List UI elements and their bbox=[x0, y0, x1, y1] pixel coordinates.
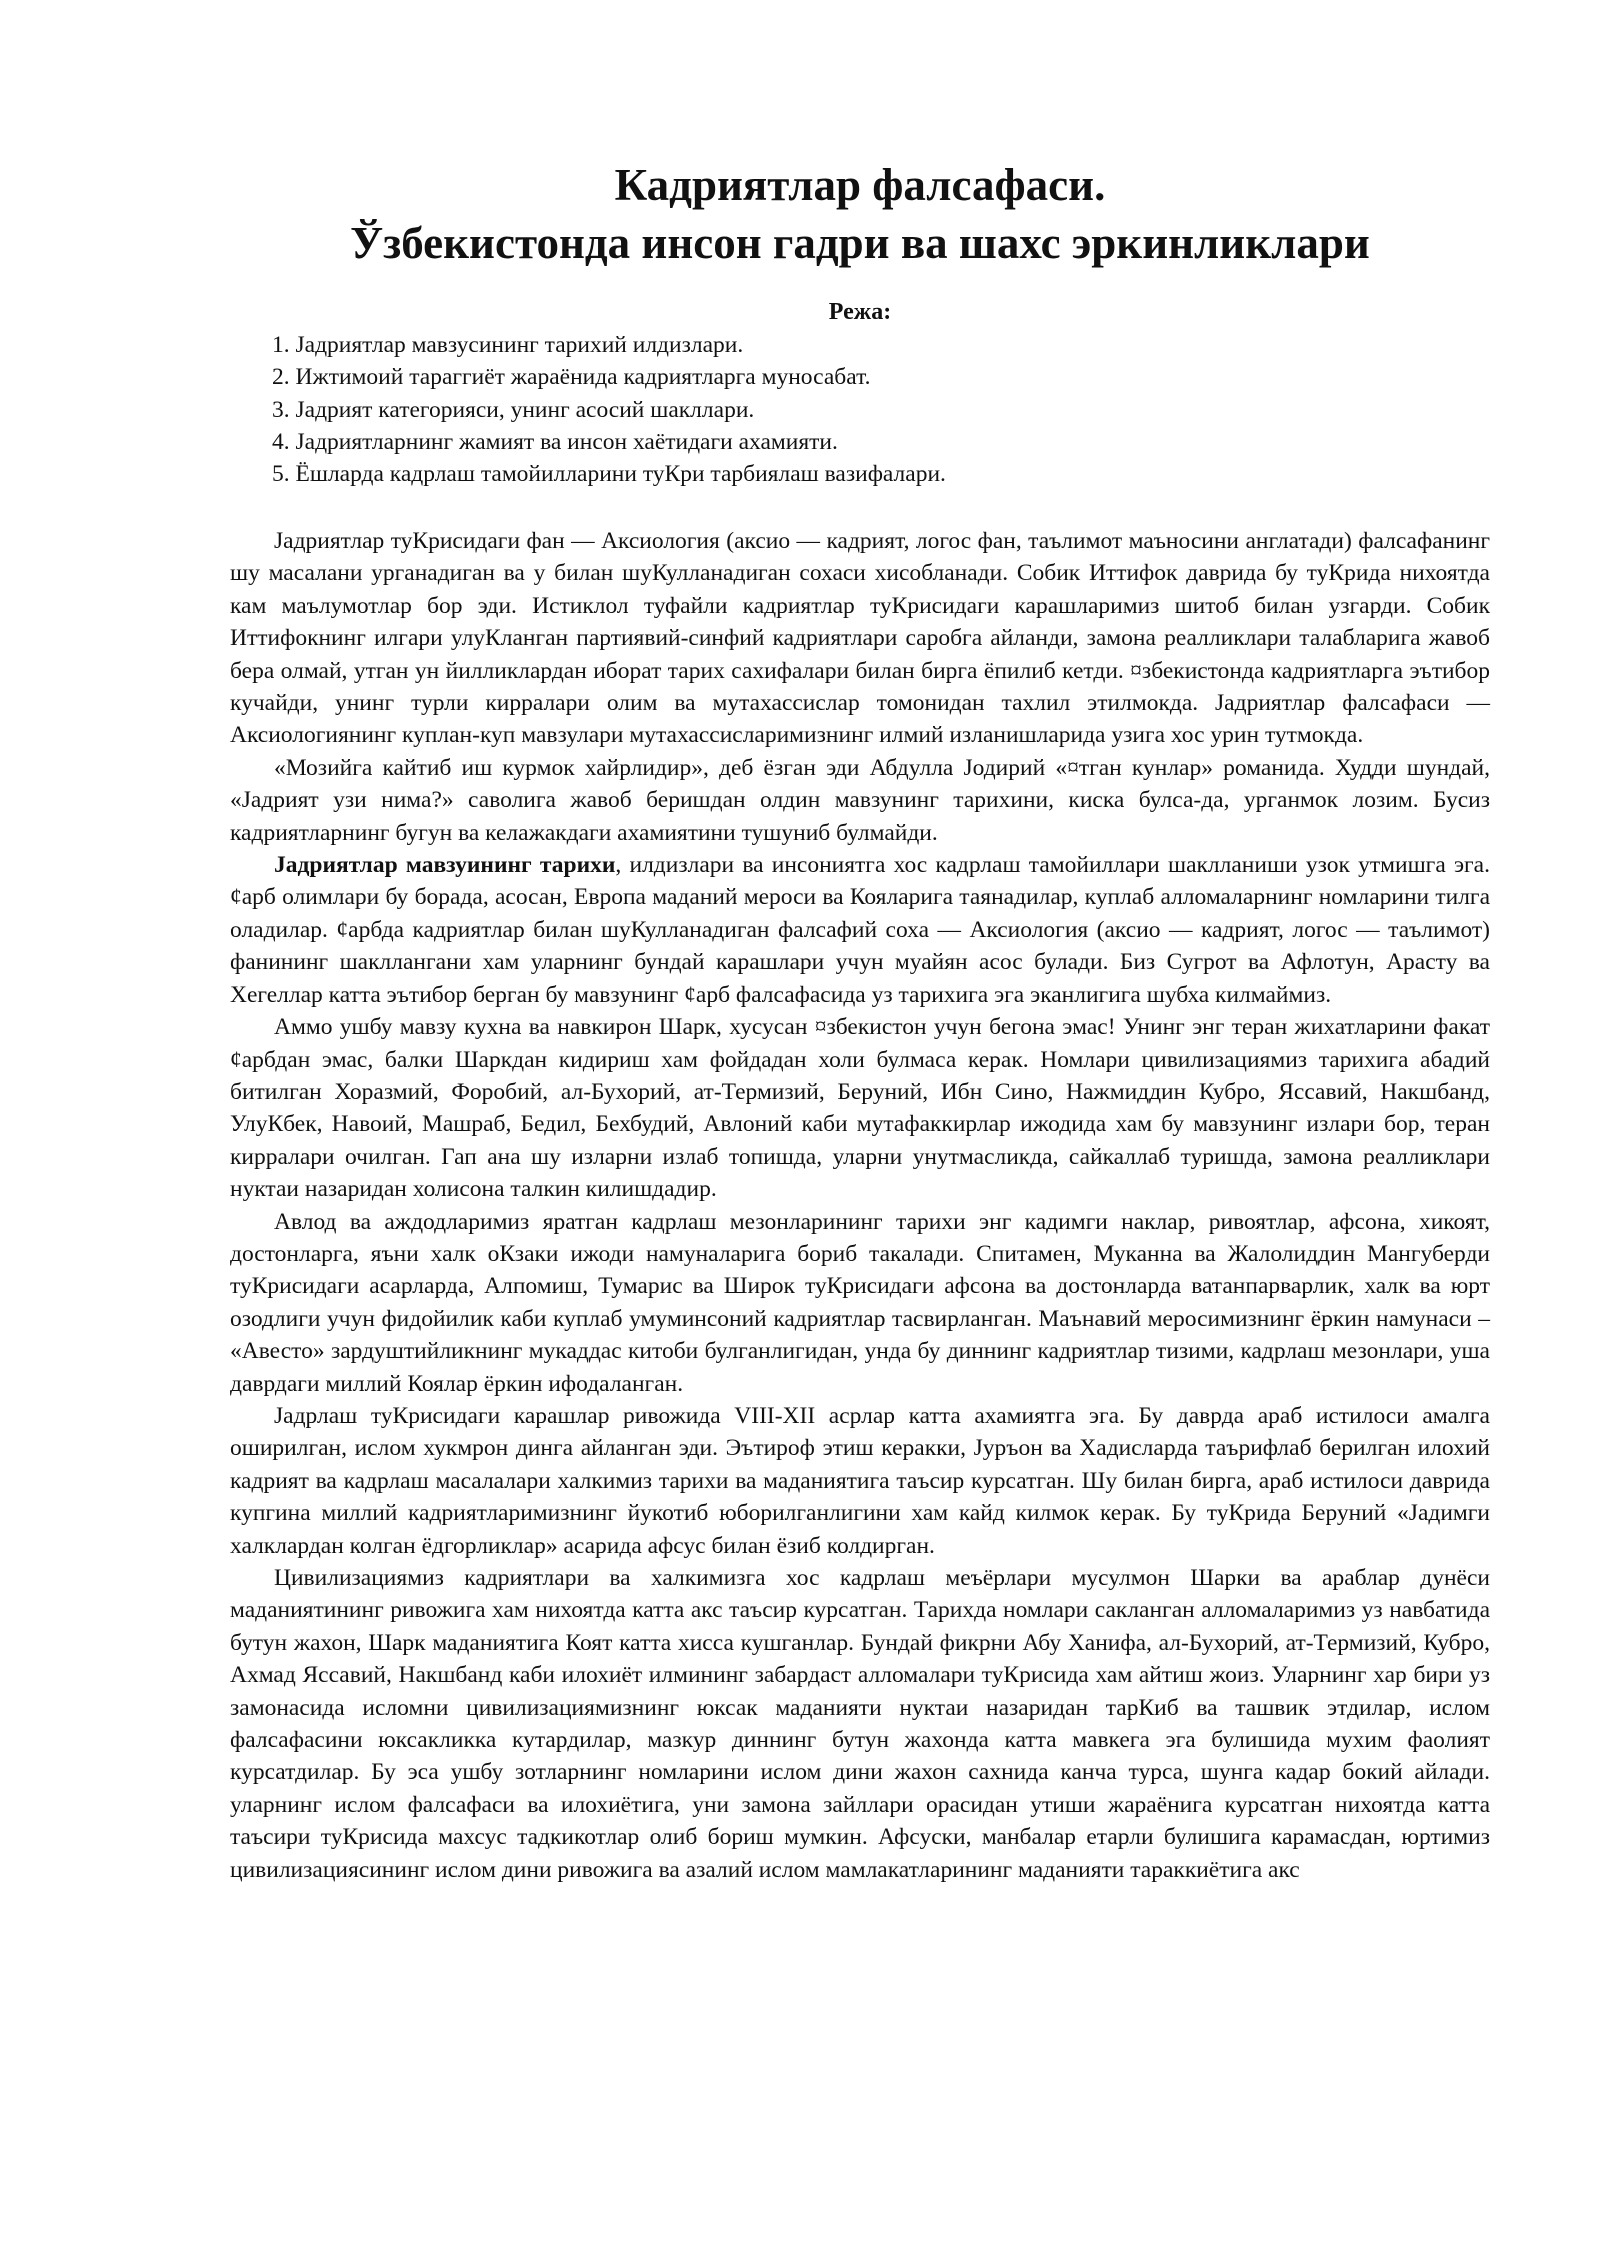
paragraph-text: Јадрлаш туКрисидаги карашлар ривожида VIII-XII асрлар катта ахамиятга эга. Бу даврда араб истилоси амалга оширилган, ислом хукмрон динга айланган эди. Эътироф этиш керакки, Јуръон ва Хадисларда таърифлаб берилган илохий кадрият ва кадрлаш масалалари халкимиз тарихи ва маданиятига таъсир курсатган. Шу билан бирга, араб истилоси даврида купгина миллий кадриятларимизнинг йукотиб юборилганлигини хам кайд килмок керак. Бу туКрида Беруний «Јадимги халклардан колган ёдгорликлар» асарида афсус билан ёзиб колдирган. bbox=[230, 1402, 1490, 1559]
paragraph bbox=[230, 752, 1490, 849]
paragraph bbox=[230, 1011, 1490, 1205]
paragraph-text: Авлод ва аждодларимиз яратган кадрлаш мезонларининг тарихи энг кадимги наклар, ривоятлар, афсона, хикоят, достонларга, яъни халк оКзаки ижоди намуналарига бориб такалади. Спитамен, Муканна ва Жалолиддин Мангуберди туКрисидаги асарларда, Алпомиш, Тумарис ва Широк туКрисидаги афсона ва достонларда ватанпарварлик, халк ва юрт озодлиги учун фидойилик каби куплаб умуминсоний кадриятлар тасвирланган. Маънавий меросимизнинг ёркин намунаси – «Авесто» зардуштийликнинг мукаддас китоби булганлигидан, унда бу диннинг кадриятлар тизими, кадрлаш мезонлари, уша даврдаги миллий Коялар ёркин ифодаланган. bbox=[230, 1208, 1490, 1397]
paragraph bbox=[230, 525, 1490, 752]
paragraph bbox=[230, 1400, 1490, 1562]
title-line-1: Кадриятлар фалсафаси. bbox=[614, 160, 1106, 210]
paragraph-text: Јадриятлар туКрисидаги фан — Аксиология (аксио — кадрият, логос фан, таълимот маъносини англатади) фалсафанинг шу масалани урганадиган ва у билан шуКулланадиган сохаси хисобланади. Собик Иттифок даврида бу туКрида нихоятда кам маълумотлар бор эди. Истиклол туфайли кадриятлар туКрисидаги карашларимиз шитоб билан узгарди. Собик Иттифокнинг илгари улуКланган партиявий-синфий кадриятлари саробга айланди, замона реалликлари талабларига жавоб бера олмай, утган ун йилликлардан иборат тарих сахифалари билан бирга ёпилиб кетди. ¤збекистонда кадриятларга эътибор кучайди, унинг турли кирралари олим ва мутахассислар томонидан тахлил этилмокда. Јадриятлар фалсафаси — Аксиологиянинг куплан-куп мавзулари мутахассисларимизнинг илмий изланишларида узига хос урин тутмокда. bbox=[230, 528, 1490, 749]
paragraph-text: Аммо ушбу мавзу кухна ва навкирон Шарк, хусусан ¤збекистон учун бегона эмас! Унинг энг теран жихатларини факат ¢арбдан эмас, балки Шаркдан кидириш хам фойдадан холи булмаса керак. Номлари цивилизациямиз тарихига абадий битилган Хоразмий, Форобий, ал-Бухорий, ат-Термизий, Беруний, Ибн Сино, Нажмиддин Кубро, Яссавий, Накшбанд, УлуКбек, Навоий, Машраб, Бедил, Бехбудий, Авлоний каби мутафаккирлар ижодида хам бу мавзунинг излари бор, теран кирралари очилган. Гап ана шу изларни излаб топишда, уларни унутмасликда, сайкаллаб туришда, замона реалликлари нуктаи назаридан холисона талкин килишдадир. bbox=[230, 1014, 1490, 1203]
paragraph bbox=[230, 1206, 1490, 1400]
plan-item: 4. Јадриятларнинг жамият ва инсон хаётидаги ахамияти. bbox=[272, 428, 838, 455]
title-line-2: Ўзбекистонда инсон гадри ва шахс эркинликлари bbox=[350, 218, 1370, 268]
plan-heading: Режа: bbox=[828, 299, 892, 325]
plan-item: 5. Ёшларда кадрлаш тамойилларини туКри тарбиялаш вазифалари. bbox=[272, 461, 946, 488]
document-title bbox=[230, 156, 1490, 272]
plan-item: 2. Ижтимоий тараггиёт жараёнида кадриятларга муносабат. bbox=[272, 364, 871, 391]
paragraph-bold-lead: Јадриятлар мавзуининг тарихи bbox=[274, 852, 616, 879]
paragraph-text: «Мозийга кайтиб иш курмок хайрлидир», деб ёзган эди Абдулла Јодирий «¤тган кунлар» романида. Худди шундай, «Јадрият узи нима?» саволига жавоб беришдан олдин мавзунинг тарихини, киска булса-да, урганмок лозим. Бусиз кадриятларнинг бугун ва келажакдаги ахамиятини тушуниб булмайди. bbox=[230, 754, 1490, 846]
plan-list bbox=[272, 329, 1452, 490]
paragraph bbox=[230, 849, 1490, 1011]
paragraph-text: , илдизлари ва инсониятга хос кадрлаш тамойиллари шаклланиши узок утмишга эга. ¢арб олимлари бу борада, асосан, Европа маданий мероси ва Кояларига таянадилар, куплаб алломаларнинг номларини тилга оладилар. ¢арбда кадриятлар билан шуКулланадиган фалсафий соха — Аксиология (аксио — кадрият, логос — таълимот) фанининг шакллангани хам уларнинг бундай карашлари учун муайян асос булади. Биз Сугрот ва Афлотун, Арасту ва Хегеллар катта эътибор берган бу мавзунинг ¢арб фалсафасида уз тарихига эга эканлигига шубха килмаймиз. bbox=[230, 852, 1490, 1008]
paragraph bbox=[230, 1562, 1490, 1886]
plan-item: 3. Јадрият категорияси, унинг асосий шакллари. bbox=[272, 396, 755, 423]
document-body bbox=[230, 525, 1490, 1886]
plan-item: 1. Јадриятлар мавзусининг тарихий илдизлари. bbox=[272, 332, 744, 358]
paragraph-text: Цивилизациямиз кадриятлари ва халкимизга хос кадрлаш меъёрлари мусулмон Шарки ва араблар дунёси маданиятининг ривожига хам нихоятда катта акс таъсир курсатган. Тарихда номлари сакланган алломаларимиз уз навбатида бутун жахон, Шарк маданиятига Коят катта хисса кушганлар. Бундай фикрни Абу Ханифа, ал-Бухорий, ат-Термизий, Кубро, Ахмад Яссавий, Накшбанд каби илохиёт илмининг забардаст алломалари туКрисида хам айтиш жоиз. Уларнинг хар бири уз замонасида исломни цивилизациямизнинг юксак маданияти нуктаи назаридан тарКиб ва ташвик этдилар, ислом фалсафасини юксакликка кутардилар, мазкур диннинг бутун жахонда катта мавкега эга булишида мухим фаолият курсатдилар. Бу эса ушбу зотларнинг номларини ислом дини жахон сахнида канча турса, шунга кадар бокий айлади. уларнинг ислом фалсафаси ва илохиётига, уни замона зайллари орасидан утиши жараёнига курсатган нихоятда катта таъсири туКрисида махсус тадкикотлар олиб бориш мумкин. Афсуски, манбалар етарли булишига карамасдан, юртимиз цивилизациясининг ислом дини ривожига ва азалий ислом мамлакатларининг маданияти тараккиётига акс bbox=[230, 1565, 1490, 1883]
